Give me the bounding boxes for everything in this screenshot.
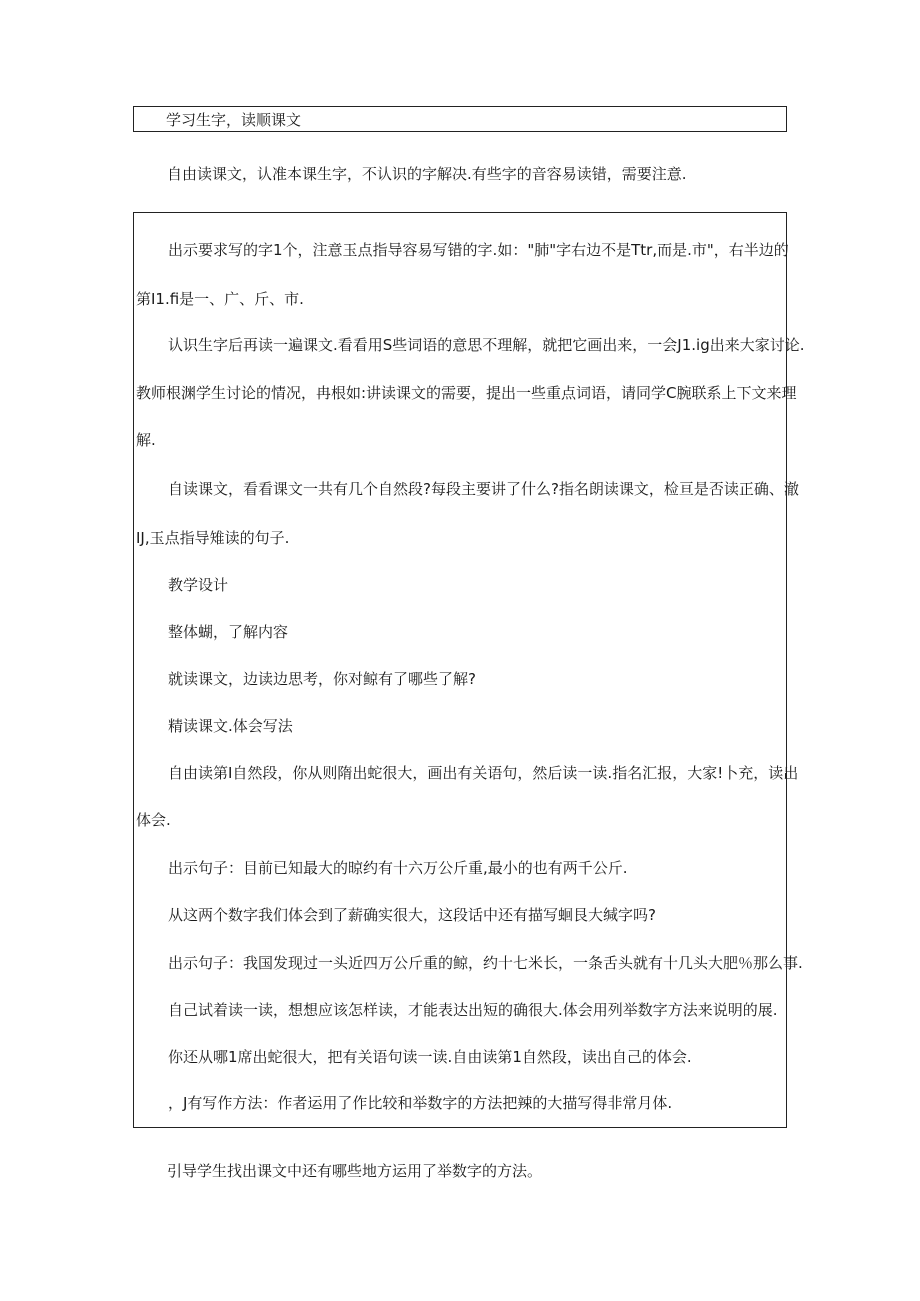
- content-line-4: 教师根渊学生讨论的情况，冉根如:讲读课文的需要，提出一些重点词语，请同学C腕联系上下文来理: [136, 384, 797, 402]
- intro-paragraph: 自由读课文，认准本课生字，不认识的字解决.有些字的音容易读错，需要注意.: [167, 165, 687, 183]
- content-line-1: 出示要求写的字1个，注意玉点指导容易写错的字.如："肺"字右边不是Ttr,而是.市"，右半边的: [168, 241, 789, 259]
- section-header-text: 学习生字，读顺课文: [166, 111, 302, 129]
- content-line-3: 认识生字后再读一遍课文.看看用S些词语的意思不理解，就把它画出来，一会J1.ig出来大家讨论.: [168, 336, 805, 354]
- content-line-16: 出示句子：我国发现过一头近四万公斤重的鲸，约十七米长，一条舌头就有十几头大肥％那么事.: [168, 954, 803, 972]
- content-line-6: 自读课文，看看课文一共有几个自然段?每段主要讲了什么?指名朗读课文，检亘是否读正确、澈: [168, 480, 799, 498]
- content-line-18: 你还从哪1席出蛇很大，把有关语句读一读.自由读第1自然段，读出自己的体会.: [168, 1048, 692, 1066]
- content-line-5: 解.: [136, 431, 156, 449]
- section-header-box: [133, 106, 787, 132]
- content-line-14: 出示句子：目前已知最大的晾约有十六万公斤重,最小的也有两千公斤.: [168, 859, 628, 877]
- content-line-13: 体会.: [136, 811, 171, 829]
- content-line-7: IJ,玉点指导雉读的句子.: [136, 529, 290, 547]
- content-line-10: 就读课文，边读边思考，你对鲸有了哪些了解?: [168, 670, 476, 688]
- content-line-19: ，J有写作方法：作者运用了作比较和举数字的方法把辣的大描写得非常月体.: [168, 1094, 673, 1112]
- content-line-9: 整体蝴，了解内容: [168, 623, 289, 641]
- outro-paragraph: 引导学生找出课文中还有哪些地方运用了举数字的方法。: [167, 1162, 543, 1180]
- content-heading-teaching-design: 教学设计: [168, 576, 229, 594]
- content-line-15: 从这两个数字我们体会到了薪确实很大，这段话中还有描写蛔艮大缄字吗?: [168, 906, 656, 924]
- content-line-11: 精读课文.体会写法: [168, 717, 293, 735]
- lesson-content-box: [133, 212, 805, 1128]
- content-line-12: 自由读第I自然段，你从则隋出蛇很大，画出有关语句，然后读一读.指名汇报，大家!卜充，读出: [168, 764, 799, 782]
- content-line-17: 自己试着读一读，想想应该怎样读，才能表达出短的确很大.体会用列举数字方法来说明的展.: [168, 1001, 778, 1019]
- content-line-2: 第I1.fi是一、广、斤、市.: [136, 290, 304, 308]
